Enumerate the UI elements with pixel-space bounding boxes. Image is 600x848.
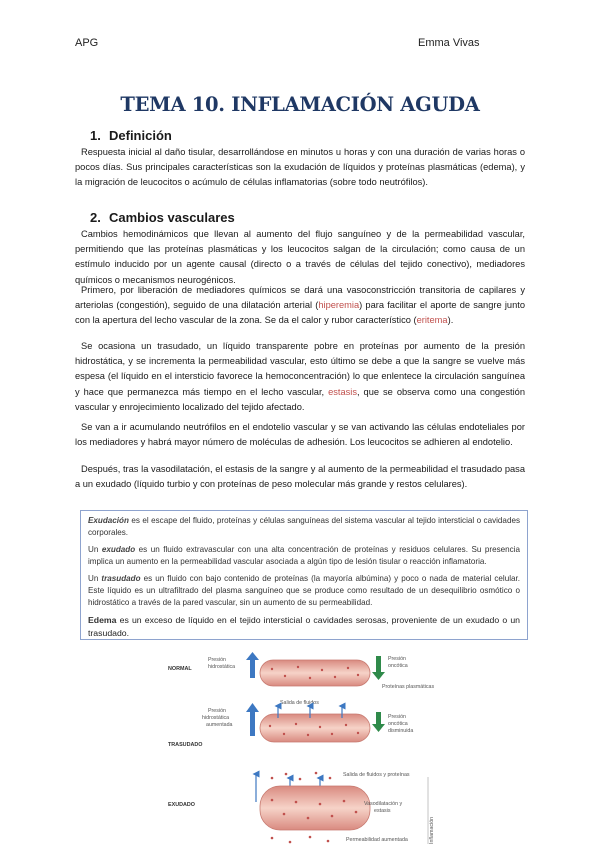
definition-edema xyxy=(88,614,520,639)
term-exudado: exudado xyxy=(101,545,136,555)
trasudado-left-label-1: Presión xyxy=(208,708,226,714)
section-2-paragraph-1: Cambios hemodinámicos que llevan al aumento del flujo sanguíneo y de la permeabilidad vascular, permitiendo que las proteínas plasmáticas y los leucocitos salgan de la circulación; como causa de un estímulo inducido por un agente causal (directo o a través de células del tejido conectivo), mediadores químicos o mecanismos neurogénicos. xyxy=(75,229,525,285)
section-2-paragraph-2 xyxy=(75,283,525,329)
vascular-changes-diagram xyxy=(160,652,460,848)
normal-left-label-1: Presión xyxy=(208,657,226,663)
term-edema: Edema xyxy=(88,615,117,626)
exudado-right-label-1: Vasodilatación y xyxy=(364,801,403,807)
definition-trasudado xyxy=(88,573,520,608)
section-2-number: 2. xyxy=(90,210,101,225)
paragraph-3-text-b: , que se observa como una congestión vascular y enrojecimiento localizado del tejido afectado. xyxy=(75,386,525,412)
paragraph-2-text-b: ) para facilitar el aporte de sangre junto con la apertura del lecho vascular de la zona. Se da el calor y rubor característico ( xyxy=(75,300,525,326)
section-2-paragraph-4: Se van a ir acumulando neutrófilos en el endotelio vascular y se van activando las células endoteliales por los mediadores y habrá mayor número de moléculas de adhesión. Los leucocitos se adhieren al endotelio. xyxy=(75,422,525,448)
paragraph-2-text-a: Primero, por liberación de mediadores químicos se dará una vasoconstricción transitoria de capilares y arteriolas (congestión), seguido de una dilatación arterial ( xyxy=(75,285,525,311)
normal-right-label-2: oncótica xyxy=(388,663,408,669)
arrow-down-icon xyxy=(372,712,385,732)
section-1-text: Respuesta inicial al daño tisular, desarrollándose en minutos u horas y con una duración de varias horas o pocos días. Sus principales características son la exudación de líquidos y proteínas plasmáticas (edema), y la migración de leucocitos o acúmulo de células inflamatorias (sobre todo neutrófilos). xyxy=(75,147,525,188)
definitions-box xyxy=(80,510,528,640)
arrow-up-icon xyxy=(246,703,259,736)
label-exudado: EXUDADO xyxy=(168,802,195,808)
term-exudacion: Exudación xyxy=(88,516,129,525)
term-trasudado: trasudado xyxy=(101,574,141,584)
trasudado-right-label-1: Presión xyxy=(388,714,406,720)
section-2-title: Cambios vasculares xyxy=(109,210,235,225)
header-right: Emma Vivas xyxy=(418,37,480,49)
exudado-side-label: Inflamación xyxy=(429,816,435,844)
arrow-up-icon xyxy=(246,652,259,678)
section-2-paragraph-5: Después, tras la vasodilatación, el estasis de la sangre y al aumento de la permeabilidad el trasudado pasa a un exudado (líquido turbio y con proteínas de peso molecular más grande y restos celulares). xyxy=(75,464,525,490)
normal-vessel xyxy=(260,660,370,686)
diagram-row-normal xyxy=(168,652,434,690)
trasudado-left-label-2: hidrostática xyxy=(202,715,230,721)
definition-trasudado-pre: Un xyxy=(88,574,102,584)
definition-exudado xyxy=(88,544,520,567)
arrow-down-icon xyxy=(372,656,385,680)
highlight-eritema: eritema xyxy=(416,315,448,326)
diagram-row-exudado xyxy=(168,772,435,844)
highlight-hiperemia: hiperemia xyxy=(318,300,360,311)
page-title: TEMA 10. INFLAMACIÓN AGUDA xyxy=(120,93,480,116)
section-2-paragraph-3 xyxy=(75,339,525,415)
exudado-bottom-label: Permeabilidad aumentada xyxy=(346,837,408,843)
trasudado-top-label: Salida de fluidos xyxy=(280,700,319,706)
definition-exudado-pre: Un xyxy=(88,545,102,555)
definition-exudado-text: es un fluido extravascular con una alta concentración de proteínas y residuos celulares. Su presencia implica un aumento en la permeabilidad vascular asociada a algún tipo de lesión tisular o reacción inflamatoria. xyxy=(88,545,520,566)
trasudado-vessel xyxy=(260,714,370,742)
trasudado-right-label-2: oncótica xyxy=(388,721,408,727)
paragraph-3-text-a: Se ocasiona un trasudado, un líquido transparente pobre en proteínas por aumento de la presión hidrostática, y se incrementa la permeabilidad vascular, esto último se debe a que la sangre se vuelve más espesa (el líquido en el intersticio favorece la hemoconcentración) lo que enlentece la circulación sanguínea y hace que permanezca más tiempo en el lecho vascular, xyxy=(75,341,525,397)
definition-exudacion-text: es el escape del fluido, proteínas y células sanguíneas del sistema vascular al tejido intersticial o cavidades corporales. xyxy=(88,516,520,537)
definition-exudacion xyxy=(88,515,520,538)
exudado-right-label-2: estasis xyxy=(374,808,391,814)
normal-bottom-label: Proteínas plasmáticas xyxy=(382,684,435,690)
trasudado-left-label-3: aumentada xyxy=(206,722,233,728)
definition-edema-text: es un exceso de líquido en el tejido intersticial o cavidades serosas, proveniente de un exudado o un trasudado. xyxy=(88,615,520,638)
section-2-heading xyxy=(90,210,235,225)
section-1-number: 1. xyxy=(90,128,101,143)
exudado-top-label: Salida de fluidos y proteínas xyxy=(343,772,410,778)
diagram-row-trasudado xyxy=(168,700,413,748)
paragraph-2-text-c: ). xyxy=(447,315,454,326)
header-left: APG xyxy=(75,37,99,49)
trasudado-right-label-3: disminuida xyxy=(388,728,414,734)
exudado-vessel xyxy=(260,786,370,830)
normal-right-label-1: Presión xyxy=(388,656,406,662)
section-1-title: Definición xyxy=(109,128,172,143)
section-1-heading xyxy=(90,128,172,143)
label-normal: NORMAL xyxy=(168,666,192,672)
definition-trasudado-text: es un fluido con bajo contenido de proteínas (la mayoría albúmina) y poco o nada de material celular. Este líquido es un ultrafiltrado del plasma sanguíneo que se produce como resultado de un desequilibrio osmótico o hidrostático a través de la pared vascular, sin un aumento de su permeabilidad. xyxy=(88,574,520,607)
highlight-estasis: estasis xyxy=(328,386,358,397)
label-trasudado: TRASUDADO xyxy=(168,742,203,748)
normal-left-label-2: hidrostática xyxy=(208,664,236,670)
